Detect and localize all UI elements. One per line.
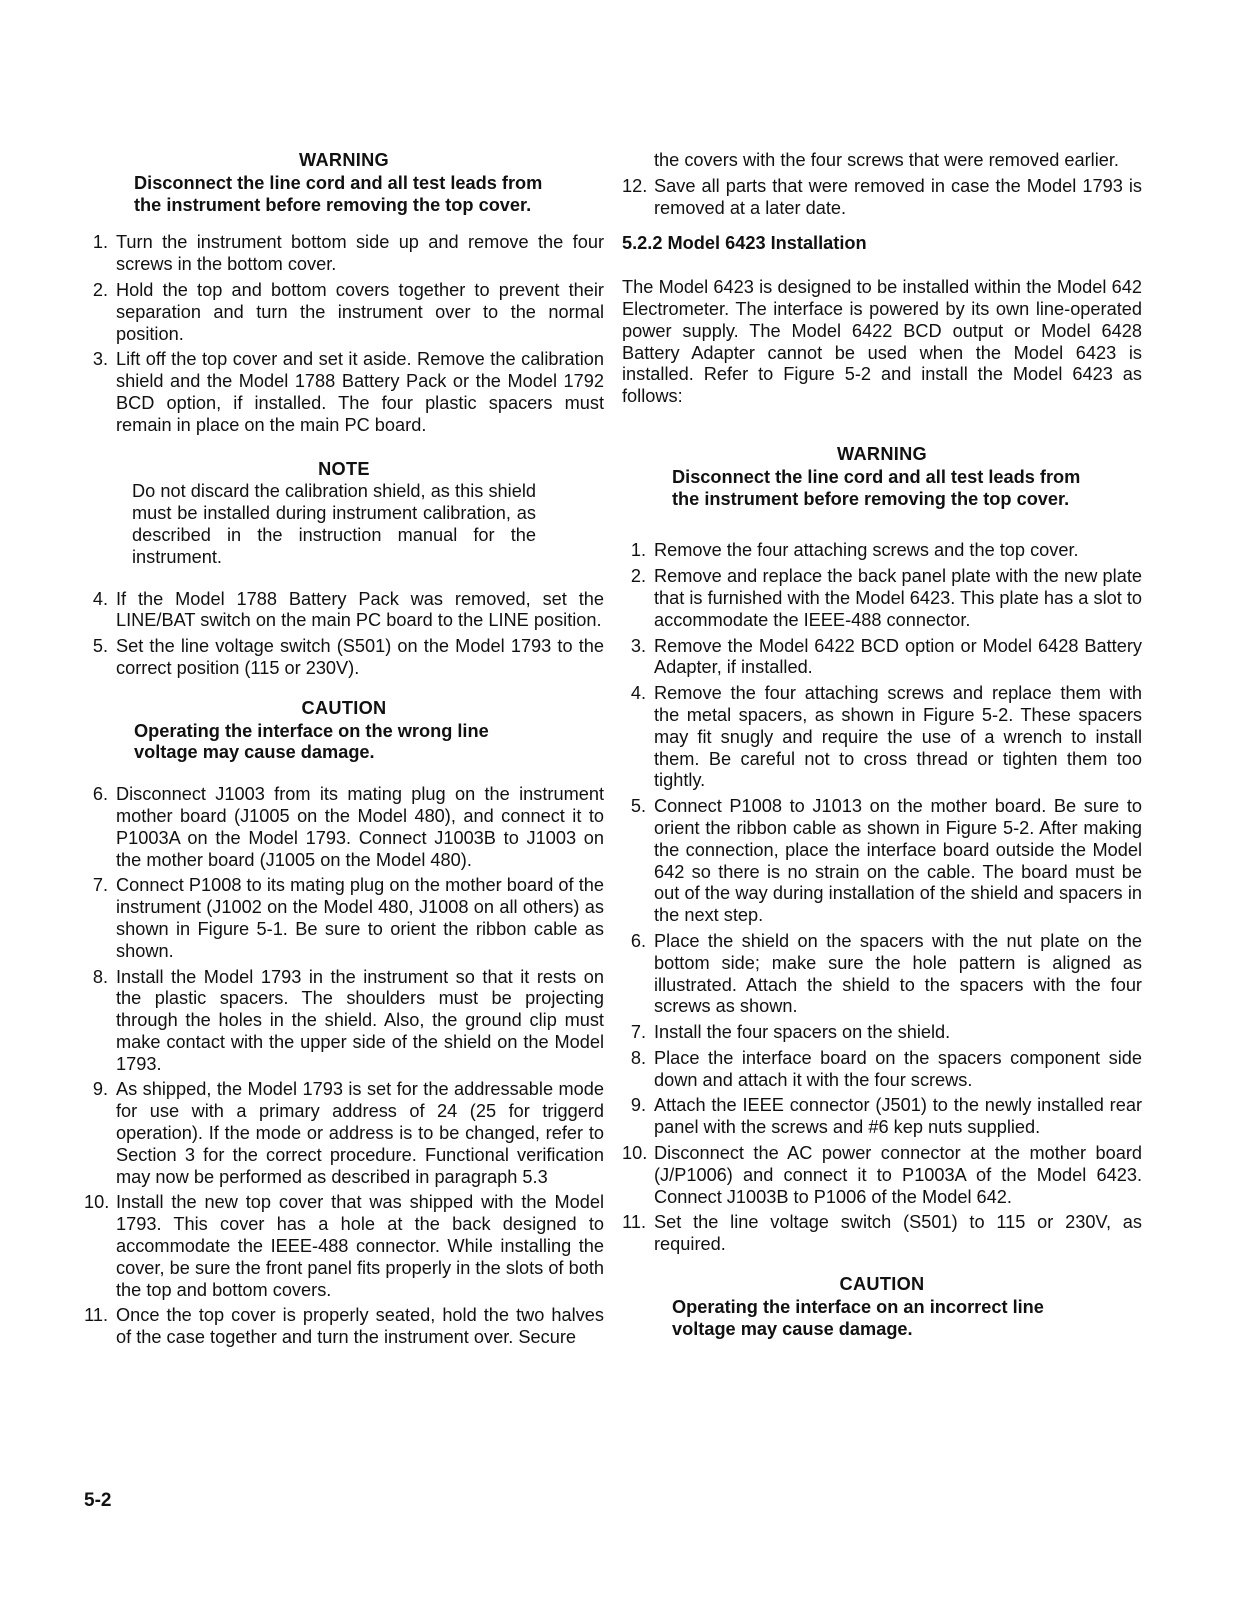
list-item xyxy=(84,1305,604,1349)
step-number: 7. xyxy=(630,1022,646,1043)
step-text: Remove the four attaching screws and replace them with the metal spacers, as shown in Figure 5-2. These spacers may fit snugly and require the use of a wrench to install them. Be careful not to cross thread or tighten them too tightly. xyxy=(654,683,1142,791)
step-number: 2. xyxy=(630,566,646,587)
steps-list-right-b xyxy=(622,540,1142,1256)
caution-title: CAUTION xyxy=(839,1274,925,1295)
list-item xyxy=(622,1022,1142,1044)
step-text: As shipped, the Model 1793 is set for the addressable mode for use with a primary address of 24 (25 for triggerd operation). If the mode or address is to be changed, refer to Section 3 for the correct procedure. Functional verification may now be performed as described in paragraph 5.3 xyxy=(116,1079,604,1187)
step-number: 1. xyxy=(92,232,108,253)
step-number: 9. xyxy=(92,1079,108,1100)
list-item xyxy=(84,349,604,436)
step-text: Once the top cover is properly seated, hold the two halves of the case together and turn the instrument over. Secure xyxy=(116,1305,604,1348)
warning-title: WARNING xyxy=(837,443,927,464)
step-text: Set the line voltage switch (S501) to 115 or 230V, as required. xyxy=(654,1212,1142,1255)
warning-text: Disconnect the line cord and all test leads from the instrument before removing the top cover. xyxy=(672,466,1081,509)
list-item xyxy=(622,796,1142,927)
list-item xyxy=(84,1079,604,1188)
caution-text: Operating the interface on the wrong line voltage may cause damage. xyxy=(134,720,489,763)
step-number: 6. xyxy=(92,784,108,805)
list-item xyxy=(84,280,604,345)
list-item xyxy=(622,176,1142,220)
list-item xyxy=(622,1095,1142,1139)
list-item xyxy=(622,540,1142,562)
step-text: Lift off the top cover and set it aside. Remove the calibration shield and the Model 1788 Battery Pack or the Model 1792 BCD option, if installed. The four plastic spacers must remain in place on the main PC board. xyxy=(116,349,604,435)
list-item xyxy=(622,1212,1142,1256)
list-item xyxy=(84,967,604,1076)
step-text: Install the four spacers on the shield. xyxy=(654,1022,951,1043)
list-item xyxy=(622,1143,1142,1208)
note-title: NOTE xyxy=(318,458,370,479)
step-text: Install the new top cover that was shipped with the Model 1793. This cover has a hole at the back designed to accommodate the IEEE-488 connector. While installing the cover, be sure the front panel fits properly in the slots of both the top and bottom covers. xyxy=(116,1192,604,1300)
warning-title: WARNING xyxy=(299,150,389,170)
step-number: 8. xyxy=(92,966,108,987)
list-item xyxy=(84,875,604,962)
list-item xyxy=(622,683,1142,792)
step-number: 12. xyxy=(622,175,648,196)
list-item xyxy=(84,232,604,276)
step-text: Install the Model 1793 in the instrument so that it rests on the plastic spacers. The shoulders must be projecting through the holes in the shield. Also, the ground clip must make contact with the upper side of the shield on the Model 1793. xyxy=(116,966,604,1074)
caution-box-left xyxy=(84,698,604,764)
right-column xyxy=(622,150,1142,1356)
note-box xyxy=(84,459,604,569)
list-item-continuation xyxy=(622,150,1142,172)
step-number: 3. xyxy=(92,349,108,370)
step-number: 10. xyxy=(84,1192,110,1213)
step-number: 4. xyxy=(630,683,646,704)
step-text: the covers with the four screws that were removed earlier. xyxy=(654,150,1119,170)
caution-box-right xyxy=(622,1274,1142,1340)
list-item xyxy=(84,589,604,633)
section-intro: The Model 6423 is designed to be installed within the Model 642 Electrometer. The interface is powered by its own line-operated power supply. The Model 6422 BCD output or Model 6428 Battery Adapter cannot be used when the Model 6423 is installed. Refer to Figure 5-2 and install the Model 6423 as follows: xyxy=(622,277,1142,407)
step-number: 2. xyxy=(92,279,108,300)
step-number: 8. xyxy=(630,1047,646,1068)
step-number: 6. xyxy=(630,930,646,951)
step-number: 1. xyxy=(630,540,646,561)
list-item xyxy=(622,931,1142,1018)
step-text: Place the interface board on the spacers component side down and attach it with the four screws. xyxy=(654,1047,1142,1090)
step-text: Place the shield on the spacers with the nut plate on the bottom side; make sure the hole pattern is aligned as illustrated. Attach the shield to the spacers with the four screws as shown. xyxy=(654,930,1142,1017)
step-number: 4. xyxy=(92,588,108,609)
caution-title: CAUTION xyxy=(301,697,387,718)
step-text: Remove the Model 6422 BCD option or Model 6428 Battery Adapter, if installed. xyxy=(654,635,1142,678)
step-text: Save all parts that were removed in case the Model 1793 is removed at a later date. xyxy=(654,175,1142,218)
warning-box-left xyxy=(84,150,604,216)
step-number: 11. xyxy=(84,1305,108,1326)
step-text: Set the line voltage switch (S501) on the Model 1793 to the correct position (115 or 230V). xyxy=(116,636,604,678)
step-text: Disconnect the AC power connector at the mother board (J/P1006) and connect it to P1003A of the Model 6423. Connect J1003B to P1006 of the Model 642. xyxy=(654,1143,1142,1207)
warning-box-right xyxy=(622,444,1142,510)
note-text: Do not discard the calibration shield, as this shield must be installed during instrument calibration, as described in the instruction manual for the instrument. xyxy=(132,481,536,567)
step-number: 11. xyxy=(622,1212,646,1233)
caution-text: Operating the interface on an incorrect line voltage may cause damage. xyxy=(672,1296,1044,1339)
section-heading: 5.2.2 Model 6423 Installation xyxy=(622,233,867,254)
list-item xyxy=(622,636,1142,680)
step-number: 9. xyxy=(630,1095,646,1116)
list-item xyxy=(622,1048,1142,1092)
steps-list-left-b xyxy=(84,589,604,680)
steps-list-left-c xyxy=(84,784,604,1349)
steps-list-left-a xyxy=(84,232,604,436)
step-text: Remove the four attaching screws and the top cover. xyxy=(654,540,1079,561)
list-item xyxy=(84,1192,604,1301)
list-item xyxy=(622,566,1142,631)
step-text: Disconnect J1003 from its mating plug on the instrument mother board (J1005 on the Model 480), and connect it to P1003A on the Model 1793. Connect J1003B to J1003 on the mother board (J1005 on the Model 480). xyxy=(116,784,604,870)
step-number: 5. xyxy=(92,636,108,657)
steps-list-right-a xyxy=(622,150,1142,219)
step-text: Attach the IEEE connector (J501) to the newly installed rear panel with the screws and #6 kep nuts supplied. xyxy=(654,1095,1142,1138)
step-number: 7. xyxy=(92,875,108,896)
page-number: 5-2 xyxy=(84,1490,112,1511)
step-number: 3. xyxy=(630,635,646,656)
step-text: Connect P1008 to its mating plug on the mother board of the instrument (J1002 on the Model 480, J1008 on all others) as shown in Figure 5-1. Be sure to orient the ribbon cable as shown. xyxy=(116,875,604,961)
list-item xyxy=(84,636,604,680)
step-text: Turn the instrument bottom side up and remove the four screws in the bottom cover. xyxy=(116,232,604,275)
step-text: If the Model 1788 Battery Pack was removed, set the LINE/BAT switch on the main PC board to the LINE position. xyxy=(116,588,604,631)
list-item xyxy=(84,784,604,871)
warning-text: Disconnect the line cord and all test leads from the instrument before removing the top cover. xyxy=(134,172,543,215)
step-number: 5. xyxy=(630,796,646,817)
step-number: 10. xyxy=(622,1143,648,1164)
left-column xyxy=(84,150,604,1363)
step-text: Remove and replace the back panel plate with the new plate that is furnished with the Model 6423. This plate has a slot to accommodate the IEEE-488 connector. xyxy=(654,566,1142,630)
step-text: Connect P1008 to J1013 on the mother board. Be sure to orient the ribbon cable as shown in Figure 5-2. After making the connection, place the interface board outside the Model 642 so there is no strain on the cable. The board must be out of the way during installation of the shield and spacers in the next step. xyxy=(654,796,1142,926)
step-text: Hold the top and bottom covers together to prevent their separation and turn the instrument over to the normal position. xyxy=(116,279,604,344)
